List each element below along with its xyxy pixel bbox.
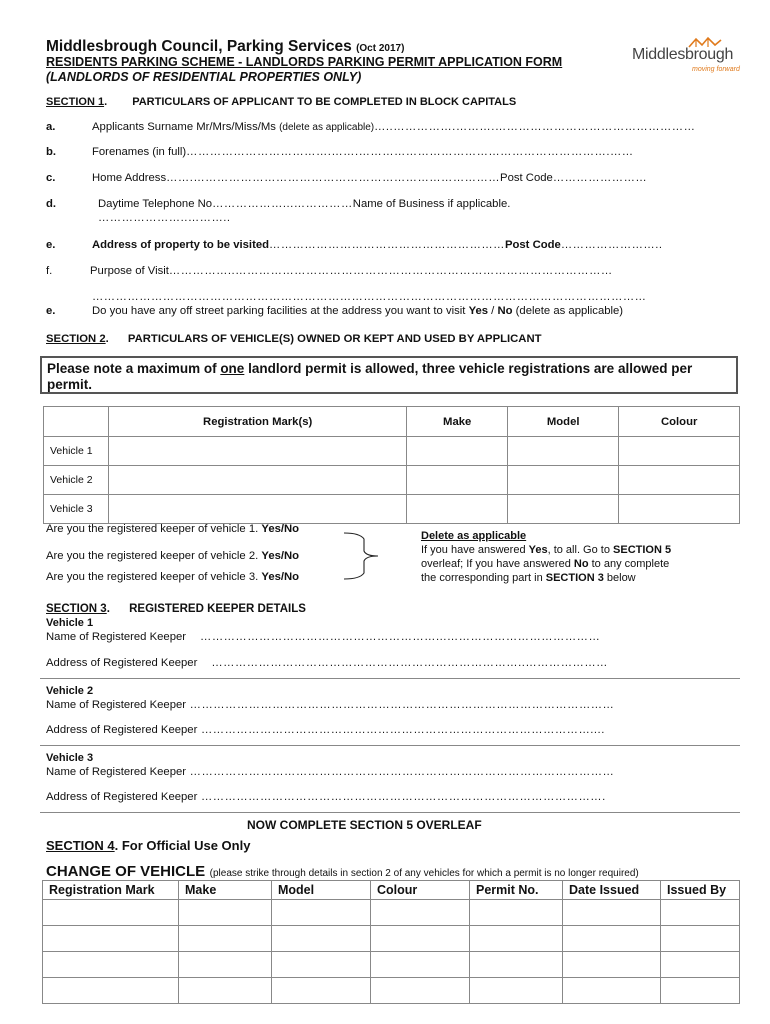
divider [40,745,740,746]
model-cell[interactable] [508,466,619,495]
vehicle-row-label: Vehicle 1 [44,437,109,466]
table-header-row [44,407,740,437]
brace-icon [342,531,382,581]
make-cell[interactable] [407,437,508,466]
registration-cell[interactable] [109,437,407,466]
column-header: Issued By [661,881,740,900]
post-code-label: Post Code [504,239,561,251]
page-title [46,38,404,56]
form-subtitle: RESIDENTS PARKING SCHEME - LANDLORDS PARKING PERMIT APPLICATION FORM [46,55,563,69]
continue-instruction: NOW COMPLETE SECTION 5 OVERLEAF [247,818,482,832]
row-letter: e. [46,239,56,251]
row-letter: e. [46,305,56,317]
middlesbrough-logo [632,36,742,78]
colour-cell[interactable] [619,437,740,466]
keeper-question-1[interactable]: Are you the registered keeper of vehicle 1. Yes/No [46,523,300,535]
section1-header: SECTION 1. PARTICULARS OF APPLICANT TO BE COMPLETED IN BLOCK CAPITALS [46,96,517,108]
keeper-address-3[interactable]: Address of Registered Keeper …………………………………………………………………………………………. [46,791,606,803]
table-row [44,466,740,495]
section3-header: SECTION 3. REGISTERED KEEPER DETAILS [46,603,306,615]
logo-tagline: moving forward [692,66,740,73]
table-row[interactable] [43,978,740,1004]
delete-instructions: Delete as applicable If you have answered Yes, to all. Go to SECTION 5 overleaf; If you have answered No to any complete the corresponding part in SECTION 3 below [421,530,672,584]
property-address-label: Address of property to be visited [92,239,270,251]
logo-word: Middlesbrough [632,46,734,63]
section3-heading: REGISTERED KEEPER DETAILS [129,603,306,615]
column-header: Permit No. [470,881,563,900]
no-option: No [497,305,513,317]
section4-heading: . For Official Use Only [114,838,251,853]
section4-header [46,838,250,853]
applicant-surname-label: Applicants Surname Mr/Mrs/Miss/Ms [92,121,276,133]
column-header: Colour [619,407,740,437]
section4-label: SECTION 4 [46,838,115,853]
column-header: Make [407,407,508,437]
vehicle3-heading: Vehicle 3 [46,752,94,764]
row-letter: d. [46,198,57,210]
table-row [44,495,740,524]
council-title: Middlesbrough Council, Parking Services [46,38,352,55]
row-letter: b. [46,146,57,158]
yes-no-option[interactable]: Yes/No [261,550,300,562]
model-cell[interactable] [508,495,619,524]
row-letter: a. [46,121,56,133]
table-header-row [43,881,740,900]
vehicle-row-label: Vehicle 3 [44,495,109,524]
change-of-vehicle-note: (please strike through details in section 2 of any vehicles for which a permit is no longer required) [209,868,639,879]
form-date: (Oct 2017) [356,43,405,54]
registration-cell[interactable] [109,495,407,524]
yes-no-option[interactable]: Yes/No [261,523,300,535]
permit-limit-notice: Please note a maximum of one landlord permit is allowed, three vehicle registrations are allowed per permit. [40,356,738,394]
emphasis-one: one [220,361,245,376]
column-header: Registration Mark(s) [109,407,407,437]
column-header: Colour [371,881,470,900]
purpose-continuation-line[interactable]: …………………………………………………………………………………………………………………………… [92,291,647,303]
registration-cell[interactable] [109,466,407,495]
vehicle-row-label: Vehicle 2 [44,466,109,495]
column-header: Registration Mark [43,881,179,900]
colour-cell[interactable] [619,466,740,495]
section2-label: SECTION 2 [46,333,106,345]
table-row [44,437,740,466]
keeper-address-1[interactable]: Address of Registered Keeper ……………………………………………………………………..………………… [46,657,608,669]
divider [40,678,740,679]
keeper-question-3[interactable]: Are you the registered keeper of vehicle 3. Yes/No [46,571,300,583]
keeper-name-3[interactable]: Name of Registered Keeper ……………………………………………………………………………………………… [46,766,615,778]
purpose-label: Purpose of Visit [90,265,169,277]
make-cell[interactable] [407,466,508,495]
table-row[interactable] [43,926,740,952]
post-code-label: Post Code [500,172,553,184]
make-cell[interactable] [407,495,508,524]
colour-cell[interactable] [619,495,740,524]
column-header: Model [272,881,371,900]
vehicle-table [43,406,740,524]
keeper-address-2[interactable]: Address of Registered Keeper ……………………………………………………………………………………….... [46,724,605,736]
forenames-label: Forenames (in full) [92,146,187,158]
column-header: Model [508,407,619,437]
telephone-label: Daytime Telephone No [98,198,213,210]
keeper-name-1[interactable]: Name of Registered Keeper ……………………………………………………...………………………………… [46,631,601,643]
form-subtitle-2: (LANDLORDS OF RESIDENTIAL PROPERTIES ONLY) [46,70,362,84]
section1-label: SECTION 1 [46,96,105,108]
delete-instructions-title: Delete as applicable [421,530,527,542]
vehicle1-heading: Vehicle 1 [46,617,94,629]
section2-heading: PARTICULARS OF VEHICLE(S) OWNED OR KEPT AND USED BY APPLICANT [127,333,542,345]
model-cell[interactable] [508,437,619,466]
section1-heading: PARTICULARS OF APPLICANT TO BE COMPLETED IN BLOCK CAPITALS [132,96,517,108]
off-street-question: Do you have any off street parking facilities at the address you want to visit [92,305,466,317]
table-row[interactable] [43,952,740,978]
row-letter: c. [46,172,56,184]
section2-header: SECTION 2. PARTICULARS OF VEHICLE(S) OWNED OR KEPT AND USED BY APPLICANT [46,333,542,345]
delete-note: (delete as applicable) [279,122,375,133]
column-header: Date Issued [563,881,661,900]
vehicle2-heading: Vehicle 2 [46,685,94,697]
divider [40,812,740,813]
keeper-question-2[interactable]: Are you the registered keeper of vehicle 2. Yes/No [46,550,300,562]
yes-no-option[interactable]: Yes/No [261,571,300,583]
row-letter: f. [46,265,53,277]
table-row[interactable] [43,900,740,926]
change-of-vehicle-table [42,880,740,1004]
home-address-label: Home Address [92,172,167,184]
business-name-label: Name of Business if applicable. [352,198,511,210]
delete-note: (delete as applicable) [515,305,624,317]
section3-label: SECTION 3 [46,603,107,615]
keeper-name-2[interactable]: Name of Registered Keeper ……………………………………………………………………………………………… [46,699,615,711]
change-of-vehicle-title: CHANGE OF VEHICLE (please strike through details in section 2 of any vehicles for which a permit is no longer required) [46,863,639,880]
column-header: Make [179,881,272,900]
yes-option: Yes [468,305,489,317]
